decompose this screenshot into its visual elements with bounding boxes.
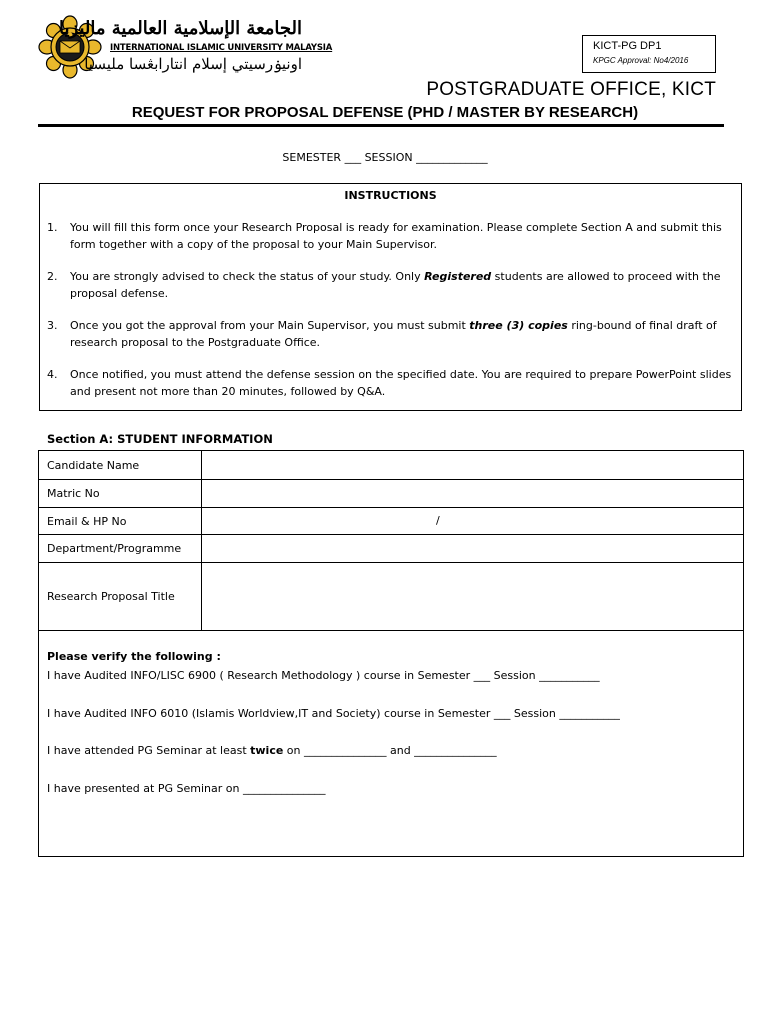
instruction-emphasis: three (3) copies [469,319,568,332]
email-hp-label: Email & HP No [39,508,202,535]
university-name-english: INTERNATIONAL ISLAMIC UNIVERSITY MALAYSIA [110,43,333,53]
table-row [39,563,744,631]
email-hp-field[interactable] [202,508,744,535]
university-name-jawi: اونيۏرسيتي إسلام انتارابڠسا مليسيا [84,55,302,73]
instruction-item-3 [47,318,737,351]
instruction-text-part: ring-bound of final draft of research proposal to the Postgraduate Office. [70,319,717,349]
research-title-label: Research Proposal Title [39,563,202,631]
instruction-number: 2. [47,270,58,283]
title-divider [38,124,724,127]
verify-heading: Please verify the following : [47,650,221,663]
instruction-text-part: You are strongly advised to check the status of your study. Only [70,270,425,283]
instruction-number: 3. [47,319,58,332]
instruction-text [70,318,737,351]
instructions-heading: INSTRUCTIONS [344,189,437,202]
approval-number: KPGC Approval: No4/2016 [593,56,689,65]
matric-no-field[interactable] [202,480,744,508]
email-hp-separator: / [436,514,440,527]
verify-emphasis: twice [250,744,284,757]
table-row [39,480,744,508]
verify-line-seminar-presented[interactable]: I have presented at PG Seminar on _______________ [47,782,326,795]
section-a-heading: Section A: STUDENT INFORMATION [47,432,273,446]
instruction-text: You will fill this form once your Research Proposal is ready for examination. Please complete Section A and submit this form together with a copy of the proposal to your Main Supervisor. [70,221,722,251]
matric-no-label: Matric No [39,480,202,508]
department-programme-field[interactable] [202,535,744,563]
verify-text-part: I have attended PG Seminar at least [47,744,251,757]
university-name-arabic: الجامعة الإسلامية العالمية ماليزيا [59,18,302,39]
verify-text-part: on _______________ and _______________ [283,744,497,757]
instruction-number: 1. [47,221,58,234]
instruction-text: Once notified, you must attend the defense session on the specified date. You are required to prepare PowerPoint slides and present not more than 20 minutes, followed by Q&A. [70,368,732,398]
table-row [39,451,744,480]
table-row [39,535,744,563]
verify-line-worldview[interactable]: I have Audited INFO 6010 (Islamis Worldview,IT and Society) course in Semester ___ Session ___________ [47,707,620,720]
instruction-number: 4. [47,368,58,381]
candidate-name-field[interactable] [202,451,744,480]
instruction-item-1 [47,220,737,253]
form-code-box [582,35,716,73]
table-row [39,508,744,535]
candidate-name-label: Candidate Name [39,451,202,480]
instruction-item-2 [47,269,737,302]
verify-line-methodology[interactable]: I have Audited INFO/LISC 6900 ( Research Methodology ) course in Semester ___ Session ___________ [47,669,600,682]
student-info-table [38,450,744,631]
semester-session-line[interactable]: SEMESTER ___ SESSION _____________ [282,151,488,164]
instruction-item-4 [47,367,737,400]
instruction-emphasis: Registered [424,270,492,283]
department-programme-label: Department/Programme [39,535,202,563]
instruction-text [70,269,737,302]
verify-line-seminar-attended[interactable] [47,744,497,757]
instructions-box [39,183,742,411]
instruction-text-part: Once you got the approval from your Main Supervisor, you must submit [70,319,470,332]
instruction-text-part: students are allowed to proceed with the proposal defense. [70,270,721,300]
office-name: POSTGRADUATE OFFICE, KICT [426,79,716,100]
form-code: KICT-PG DP1 [593,40,662,52]
verification-box [38,630,744,857]
form-title: REQUEST FOR PROPOSAL DEFENSE (PHD / MASTER BY RESEARCH) [131,104,639,121]
research-title-field[interactable] [202,563,744,631]
